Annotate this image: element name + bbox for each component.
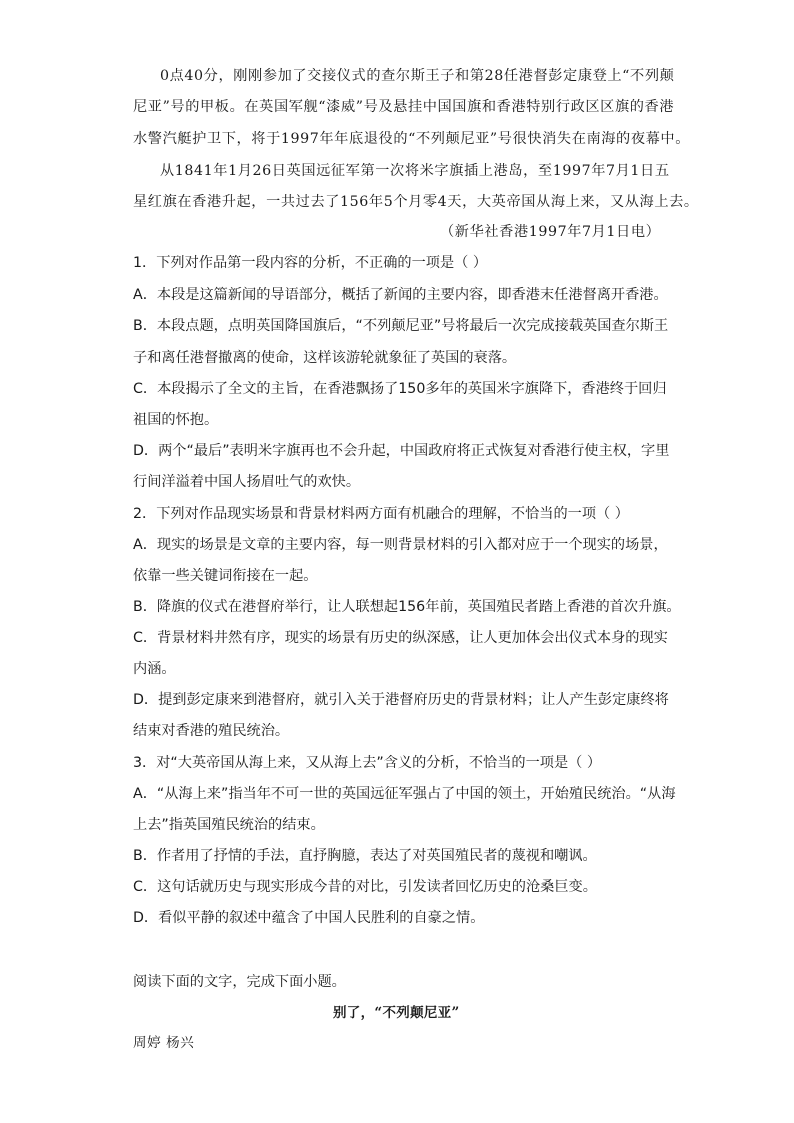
reading-instruction: 阅读下面的文字，完成下面小题。 xyxy=(133,974,346,990)
question-1-option-b: B．本段点题，点明英国降国旗后，“不列颠尼亚”号将最后一次完成接载英国查尔斯王 xyxy=(133,318,669,334)
question-1-option-b-cont: 子和离任港督撤离的使命，这样该游轮就象征了英国的衰落。 xyxy=(133,350,517,366)
passage-source: （新华社香港1997年7月1日电） xyxy=(440,224,661,240)
question-1-option-d: D．两个“最后”表明米字旗再也不会升起，中国政府将正式恢复对香港行使主权，字里 xyxy=(133,443,670,459)
reading-title: 别了，“不列颠尼亚” xyxy=(333,1005,460,1021)
question-2-option-c: C．背景材料井然有序，现实的场景有历史的纵深感，让人更加体会出仪式本身的现实 xyxy=(133,630,668,646)
passage-para2-line1: 从1841年1月26日英国远征军第一次将米字旗插上港岛，至1997年7月1日五 xyxy=(160,163,670,179)
passage-para2-line2: 星红旗在香港升起，一共过去了156年5个月零4天，大英帝国从海上来，又从海上去。 xyxy=(133,194,699,210)
question-3-option-d: D．看似平静的叙述中蕴含了中国人民胜利的自豪之情。 xyxy=(133,910,485,926)
question-3-option-b: B．作者用了抒情的手法，直抒胸臆，表达了对英国殖民者的蔑视和嘲讽。 xyxy=(133,848,597,864)
question-3-option-c: C．这句话就历史与现实形成今昔的对比，引发读者回忆历史的沧桑巨变。 xyxy=(133,879,597,895)
question-1-option-a: A．本段是这篇新闻的导语部分，概括了新闻的主要内容，即香港末任港督离开香港。 xyxy=(133,287,668,303)
question-3-option-a-cont: 上去”指英国殖民统治的结束。 xyxy=(133,817,325,833)
question-2-option-b: B．降旗的仪式在港督府举行，让人联想起156年前，英国殖民者踏上香港的首次升旗。 xyxy=(133,599,681,615)
question-3-stem: 3．对“大英帝国从海上来，又从海上去”含义的分析，不恰当的一项是（ ） xyxy=(133,755,602,771)
question-2-option-d-cont: 结束对香港的殖民统治。 xyxy=(133,723,290,739)
question-2-option-c-cont: 内涵。 xyxy=(133,661,176,677)
passage-para1-line3: 水警汽艇护卫下，将于1997年年底退役的“不列颠尼亚”号很快消失在南海的夜幕中。 xyxy=(133,131,690,147)
question-2-option-a-cont: 依靠一些关键词衔接在一起。 xyxy=(133,568,318,584)
reading-authors: 周婷 杨兴 xyxy=(133,1035,195,1051)
question-1-option-d-cont: 行间洋溢着中国人扬眉吐气的欢快。 xyxy=(133,474,361,490)
question-1-option-c: C．本段揭示了全文的主旨，在香港飘扬了150多年的英国米字旗降下，香港终于回归 xyxy=(133,381,667,397)
question-2-option-a: A．现实的场景是文章的主要内容，每一则背景材料的引入都对应于一个现实的场景， xyxy=(133,537,668,553)
question-2-option-d: D．提到彭定康来到港督府，就引入关于港督府历史的背景材料；让人产生彭定康终将 xyxy=(133,692,669,708)
question-3-option-a: A．“从海上来”指当年不可一世的英国远征军强占了中国的领土，开始殖民统治。“从海 xyxy=(133,786,676,802)
question-2-stem: 2．下列对作品现实场景和背景材料两方面有机融合的理解，不恰当的一项（ ） xyxy=(133,506,629,522)
passage-para1-line2: 尼亚”号的甲板。在英国军舰“漆威”号及悬挂中国国旗和香港特别行政区区旗的香港 xyxy=(133,99,675,115)
question-1-option-c-cont: 祖国的怀抱。 xyxy=(133,412,219,428)
passage-para1-line1: 0点40分，刚刚参加了交接仪式的查尔斯王子和第28任港督彭定康登上“不列颠 xyxy=(160,68,675,84)
question-1-stem: 1．下列对作品第一段内容的分析，不正确的一项是（ ） xyxy=(133,255,488,271)
